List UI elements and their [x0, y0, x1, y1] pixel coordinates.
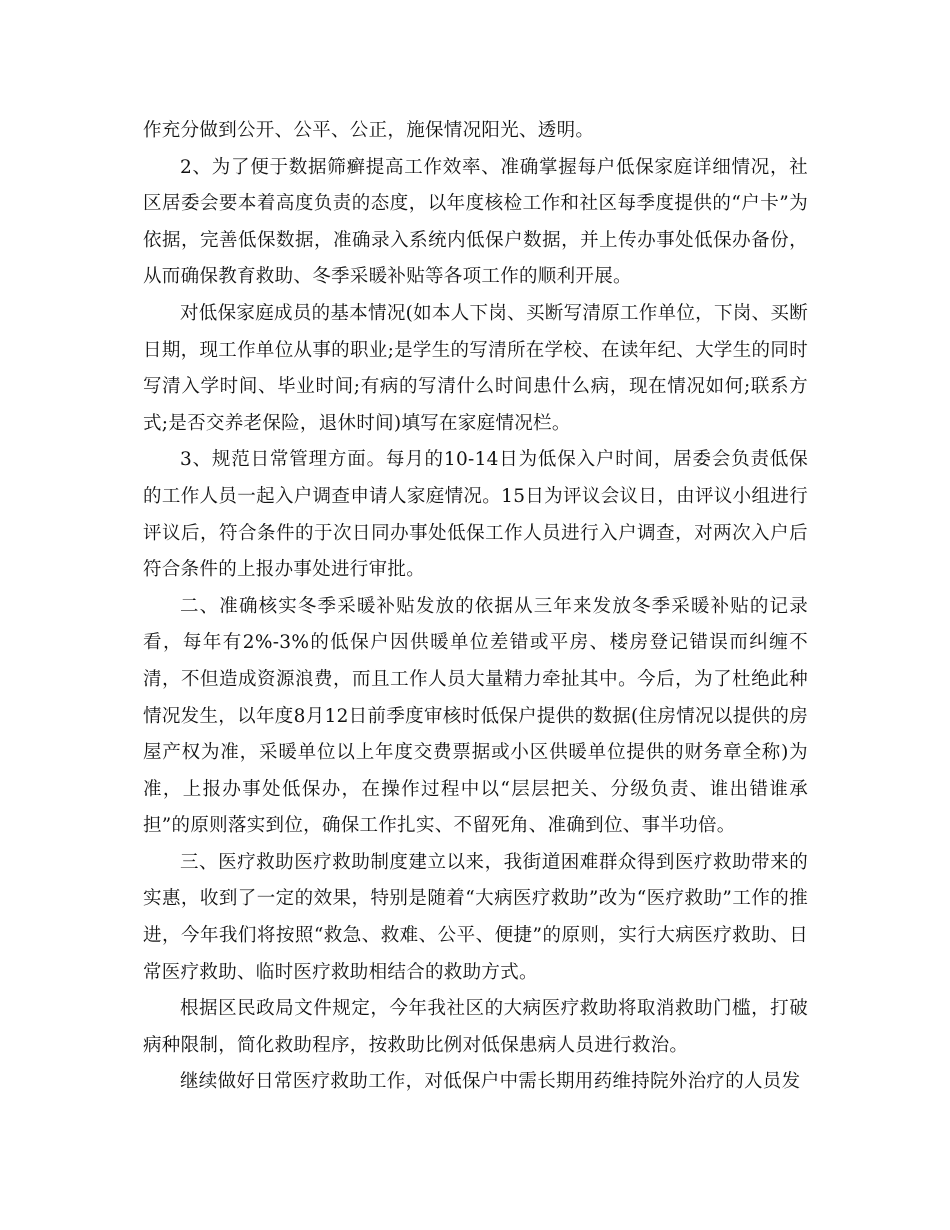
paragraph-continuation: 作充分做到公开、公平、公正，施保情况阳光、透明。 — [143, 120, 595, 141]
paragraph-section-3: 三、医疗救助医疗救助制度建立以来，我街道困难群众得到医疗救助带来的实惠，收到了一定的效果，特别是随着“大病医疗救助”改为“医疗救助”工作的推进，今年我们将按照“救急、救难、公平、便捷”的原则，实行大病医疗救助、日常医疗救助、临时医疗救助相结合的救助方式。 — [143, 851, 808, 983]
paragraph-item-2: 2、为了便于数据筛癣提高工作效率、准确掌握每户低保家庭详细情况，社区居委会要本着高度负责的态度，以年度核检工作和社区每季度提供的“户卡”为依据，完善低保数据，准确录入系统内低保户数据，并上传办事处低保办备份，从而确保教育救助、冬季采暖补贴等各项工作的顺利开展。 — [143, 156, 808, 288]
paragraph-item-3: 3、规范日常管理方面。每月的10-14日为低保入户时间，居委会负责低保的工作人员一起入户调查申请人家庭情况。15日为评议会议日，由评议小组进行评议后，符合条件的于次日同办事处低保工作人员进行入户调查，对两次入户后符合条件的上报办事处进行审批。 — [143, 449, 808, 581]
paragraph-continue: 继续做好日常医疗救助工作，对低保户中需长期用药维持院外治疗的人员发 — [180, 1071, 801, 1093]
paragraph-policy: 根据区民政局文件规定，今年我社区的大病医疗救助将取消救助门槛，打破病种限制，简化救助程序，按救助比例对低保患病人员进行救治。 — [143, 998, 808, 1056]
paragraph-section-2: 二、准确核实冬季采暖补贴发放的依据从三年来发放冬季采暖补贴的记录看，每年有2%-3%的低保户因供暖单位差错或平房、楼房登记错误而纠缠不清，不但造成资源浪费，而且工作人员大量精力牵扯其中。今后，为了杜绝此种情况发生，以年度8月12日前季度审核时低保户提供的数据(住房情况以提供的房屋产权为准，采暖单位以上年度交费票据或小区供暖单位提供的财务章全称)为准，上报办事处低保办，在操作过程中以“层层把关、分级负责、谁出错谁承担”的原则落实到位，确保工作扎实、不留死角、准确到位、事半功倍。 — [143, 595, 808, 837]
document-body — [143, 113, 808, 1101]
paragraph-basic-info: 对低保家庭成员的基本情况(如本人下岗、买断写清原工作单位，下岗、买断日期，现工作单位从事的职业;是学生的写清所在学校、在读年纪、大学生的同时写清入学时间、毕业时间;有病的写清什么时间患什么病，现在情况如何;联系方式;是否交养老保险，退休时间)填写在家庭情况栏。 — [143, 302, 808, 434]
